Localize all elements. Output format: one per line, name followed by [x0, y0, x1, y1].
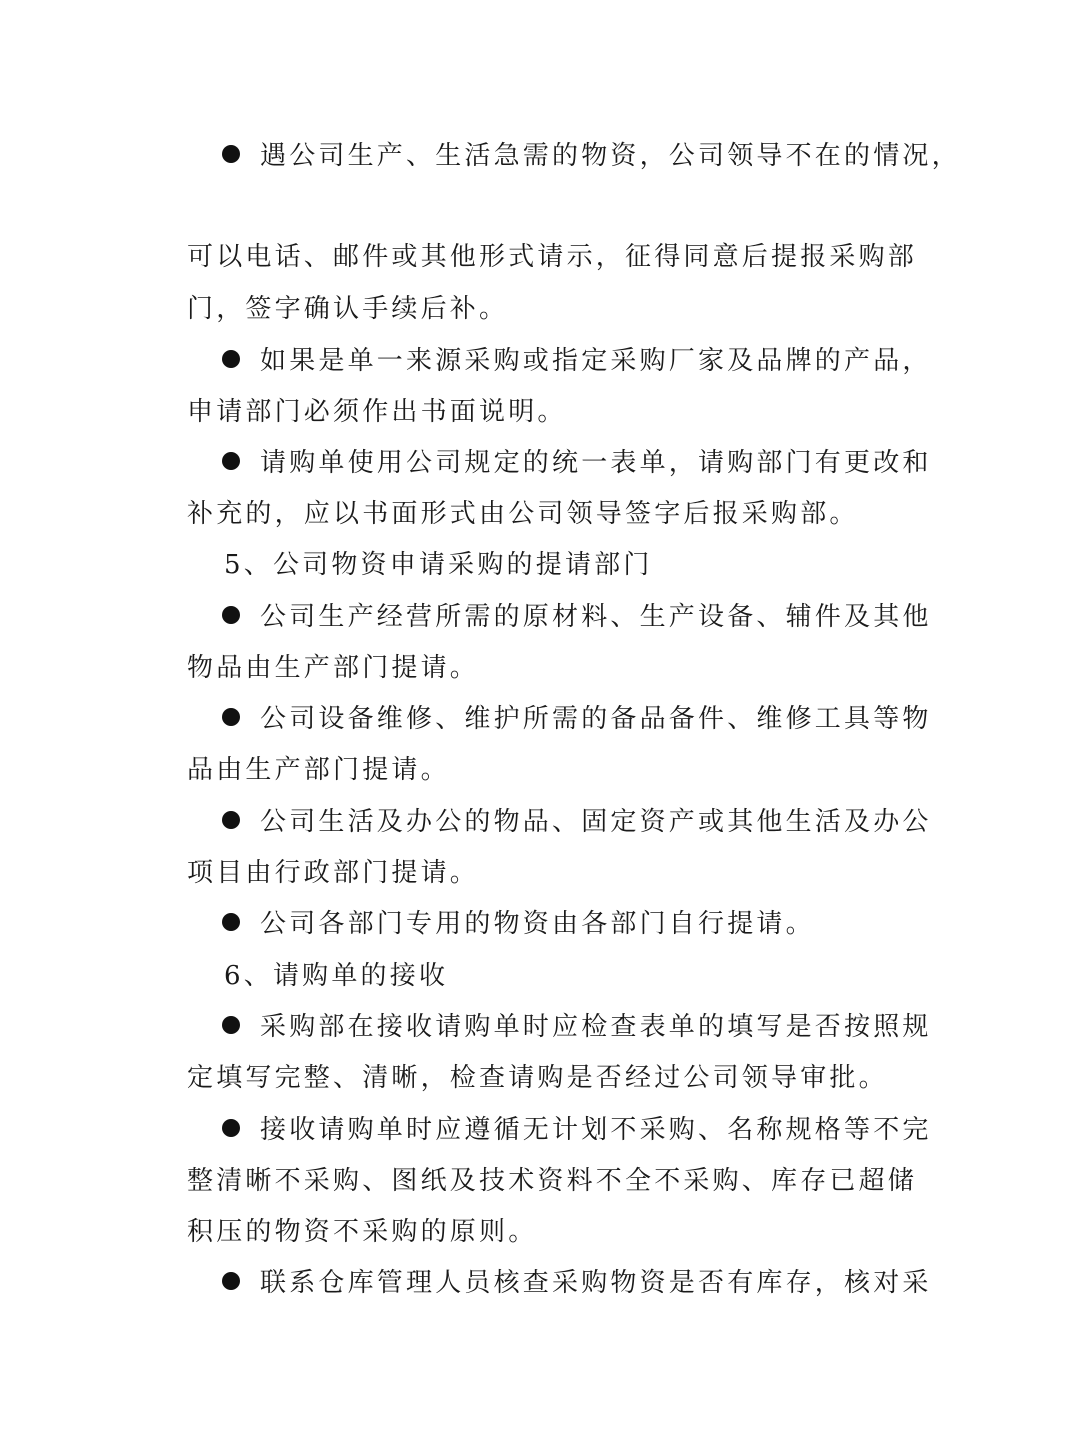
- bullet-icon: [222, 452, 240, 470]
- bullet-icon: [222, 913, 240, 931]
- bullet-icon: [222, 1272, 240, 1290]
- bullet-9-line-2: 整清晰不采购、图纸及技术资料不全不采购、库存已超储: [187, 1166, 918, 1196]
- bullet-6-line-2: 项目由行政部门提请。: [187, 858, 480, 888]
- section-heading-6: 6、请购单的接收: [224, 961, 449, 991]
- bullet-4-line-1: 公司生产经营所需的原材料、生产设备、辅件及其他: [222, 600, 932, 634]
- bullet-2-line-2: 申请部门必须作出书面说明。: [187, 397, 567, 427]
- bullet-icon: [222, 1016, 240, 1034]
- bullet-1-line-1: 遇公司生产、生活急需的物资，公司领导不在的情况，: [222, 139, 961, 173]
- bullet-5-line-1: 公司设备维修、维护所需的备品备件、维修工具等物: [222, 702, 932, 736]
- bullet-1-line-3: 门，签字确认手续后补。: [187, 294, 509, 324]
- bullet-10-line-1: 联系仓库管理人员核查采购物资是否有库存，核对采: [222, 1266, 932, 1300]
- bullet-icon: [222, 350, 240, 368]
- bullet-6-line-1: 公司生活及办公的物品、固定资产或其他生活及办公: [222, 805, 932, 839]
- bullet-9-line-3: 积压的物资不采购的原则。: [187, 1217, 538, 1247]
- bullet-2-line-1: 如果是单一来源采购或指定采购厂家及品牌的产品，: [222, 344, 932, 378]
- bullet-icon: [222, 1119, 240, 1137]
- bullet-icon: [222, 811, 240, 829]
- bullet-icon: [222, 708, 240, 726]
- bullet-8-line-2: 定填写完整、清晰，检查请购是否经过公司领导审批。: [187, 1063, 888, 1093]
- bullet-7-line-1: 公司各部门专用的物资由各部门自行提请。: [222, 907, 815, 941]
- bullet-9-line-1: 接收请购单时应遵循无计划不采购、名称规格等不完: [222, 1113, 932, 1147]
- bullet-8-line-1: 采购部在接收请购单时应检查表单的填写是否按照规: [222, 1010, 932, 1044]
- bullet-1-line-2: 可以电话、邮件或其他形式请示，征得同意后提报采购部: [187, 242, 918, 272]
- bullet-3-line-1: 请购单使用公司规定的统一表单，请购部门有更改和: [222, 446, 932, 480]
- bullet-icon: [222, 145, 240, 163]
- section-heading-5: 5、公司物资申请采购的提请部门: [224, 550, 653, 580]
- bullet-icon: [222, 606, 240, 624]
- bullet-4-line-2: 物品由生产部门提请。: [187, 653, 480, 683]
- bullet-3-line-2: 补充的，应以书面形式由公司领导签字后报采购部。: [187, 499, 859, 529]
- bullet-5-line-2: 品由生产部门提请。: [187, 755, 450, 785]
